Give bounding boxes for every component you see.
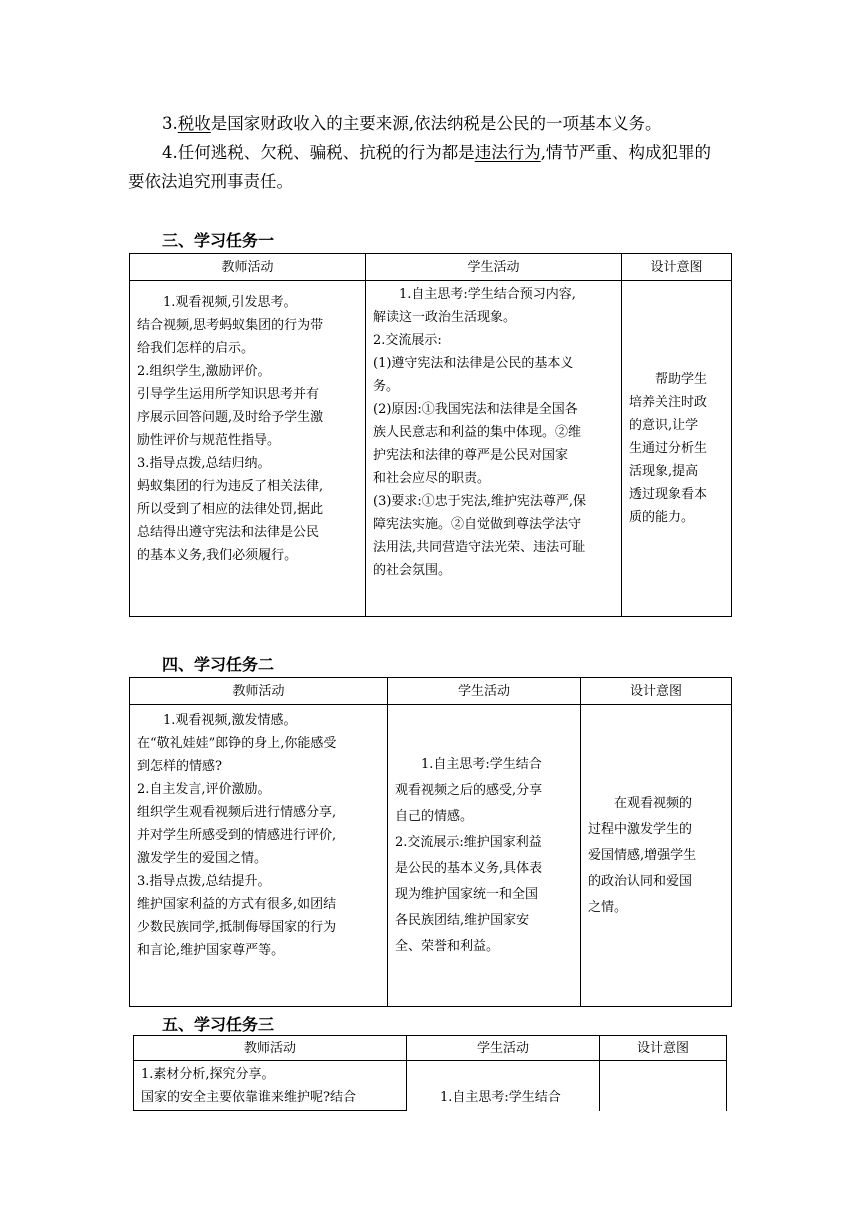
text-line: 全、荣誉和利益。: [395, 938, 500, 954]
task1-header-design: 设计意图: [622, 254, 732, 281]
task3-student-cell: [407, 1061, 600, 1111]
text-line: 3.指导点拨,总结归纳。: [137, 456, 271, 471]
text-line: 的基本义务,我们必须履行。: [137, 548, 298, 563]
text-line: 引导学生运用所学知识思考并有: [137, 387, 320, 402]
text-line: 1.观看视频,激发情感。: [163, 713, 297, 728]
text-line: 解读这一政治生活现象。: [373, 310, 517, 325]
text-line: 务。: [373, 379, 400, 394]
text-line: 各民族团结,维护国家安: [395, 912, 530, 928]
text-line: 维护国家利益的方式有很多,如团结: [137, 897, 337, 912]
text-line: 1.自主思考:学生结合: [421, 756, 542, 772]
text-line: 的意识,让学: [629, 418, 699, 433]
text-line: 2.组织学生,激励评价。: [137, 364, 271, 379]
text-line: 障宪法实施。②自觉做到尊法学法守: [373, 517, 582, 532]
task2-title: 四、学习任务二: [162, 655, 275, 674]
text-line: 序展示回答问题,及时给予学生激: [137, 410, 324, 425]
text-line: 少数民族同学,抵制侮辱国家的行为: [137, 920, 337, 935]
text-line: 生通过分析生: [629, 441, 708, 456]
p3-underlined-term: 税收: [177, 114, 211, 133]
text-line: (2)原因:①我国宪法和法律是全国各: [373, 402, 578, 417]
text-line: 1.自主思考:学生结合: [440, 1090, 561, 1105]
paragraph-3: [128, 109, 732, 138]
task3-design-cell: [600, 1061, 727, 1111]
text-line: 励性评价与规范性指导。: [137, 433, 281, 448]
text-line: 所以受到了相应的法律处罚,据此: [137, 502, 324, 517]
text-line: 是公民的基本义务,具体表: [395, 860, 543, 876]
text-line: 帮助学生: [655, 372, 708, 387]
task2-table: [129, 677, 732, 1007]
task1-header-student: 学生活动: [366, 254, 622, 281]
text-line: 透过现象看本: [629, 487, 708, 502]
text-line: 护宪法和法律的尊严是公民对国家: [373, 448, 569, 463]
text-line: 1.自主思考:学生结合预习内容,: [399, 287, 576, 302]
text-line: (3)要求:①忠于宪法,维护宪法尊严,保: [373, 494, 587, 509]
text-line: 族人民意志和利益的集中体现。②维: [373, 425, 582, 440]
task1-title: 三、学习任务一: [162, 231, 275, 250]
task1-teacher-cell: [130, 281, 366, 617]
text-line: 激发学生的爱国之情。: [137, 851, 268, 866]
task1-design-cell: [622, 281, 732, 617]
text-line: 的社会氛围。: [373, 563, 452, 578]
text-line: 培养关注时政: [629, 395, 708, 410]
text-line: 到怎样的情感?: [137, 759, 222, 774]
text-line: 2.自主发言,评价激励。: [137, 782, 271, 797]
text-line: 在观看视频的: [614, 795, 693, 811]
p3-text: 是国家财政收入的主要来源,依法纳税是公民的一项基本义务。: [210, 114, 662, 133]
text-line: 现为维护国家统一和全国: [395, 886, 539, 902]
p4-text: ,情节严重、构成犯罪的: [540, 143, 711, 162]
text-line: 蚂蚁集团的行为违反了相关法律,: [137, 479, 324, 494]
paragraph-4: [128, 138, 732, 196]
text-line: 和社会应尽的职责。: [373, 471, 491, 486]
text-line: 的政治认同和爱国: [588, 873, 693, 889]
text-line: 活现象,提高: [629, 464, 699, 479]
text-line: 和言论,维护国家尊严等。: [137, 943, 285, 958]
text-line: 爱国情感,增强学生: [588, 847, 697, 863]
text-line: 1.观看视频,引发思考。: [163, 295, 297, 310]
task2-header-student: 学生活动: [388, 678, 581, 705]
text-line: 组织学生观看视频后进行情感分享,: [137, 805, 337, 820]
text-line: 2.交流展示:维护国家利益: [395, 834, 542, 850]
text-line: 之情。: [588, 899, 628, 915]
text-line: 观看视频之后的感受,分享: [395, 782, 543, 798]
text-line: 3.指导点拨,总结提升。: [137, 874, 271, 889]
task3-table: [133, 1035, 727, 1111]
text-line: 结合视频,思考蚂蚁集团的行为带: [137, 318, 324, 333]
p4-prefix: 4.任何逃税、欠税、骗税、抗税的行为都是: [162, 143, 475, 162]
task2-student-cell: [388, 705, 581, 1007]
task2-header-design: 设计意图: [581, 678, 732, 705]
task2-teacher-cell: [130, 705, 388, 1007]
text-line: (1)遵守宪法和法律是公民的基本义: [373, 356, 574, 371]
p4-line2: 要依法追究刑事责任。: [128, 172, 293, 191]
task2-design-cell: [581, 705, 732, 1007]
text-line: 并对学生所感受到的情感进行评价,: [137, 828, 337, 843]
task3-header-design: 设计意图: [600, 1036, 727, 1061]
text-line: 过程中激发学生的: [588, 821, 693, 837]
task3-header-teacher: 教师活动: [134, 1036, 407, 1061]
task3-header-student: 学生活动: [407, 1036, 600, 1061]
task1-header-teacher: 教师活动: [130, 254, 366, 281]
text-line: 自己的情感。: [395, 808, 474, 824]
text-line: 质的能力。: [629, 510, 695, 525]
task1-table: [129, 253, 732, 617]
text-line: 在“敬礼娃娃”郎铮的身上,你能感受: [137, 736, 337, 751]
text-line: 给我们怎样的启示。: [137, 341, 255, 356]
p3-prefix: 3.: [162, 114, 178, 133]
text-line: 法用法,共同营造守法光荣、违法可耻: [373, 540, 586, 555]
text-line: 国家的安全主要依靠谁来维护呢?结合: [141, 1090, 356, 1105]
text-line: 1.素材分析,探究分享。: [141, 1067, 275, 1082]
task2-header-teacher: 教师活动: [130, 678, 388, 705]
text-line: 2.交流展示:: [373, 333, 442, 348]
task3-title: 五、学习任务三: [162, 1015, 275, 1034]
task3-teacher-cell: [134, 1061, 407, 1111]
task1-student-cell: [366, 281, 622, 617]
text-line: 总结得出遵守宪法和法律是公民: [137, 525, 320, 540]
p4-underlined-term: 违法行为: [474, 143, 541, 162]
